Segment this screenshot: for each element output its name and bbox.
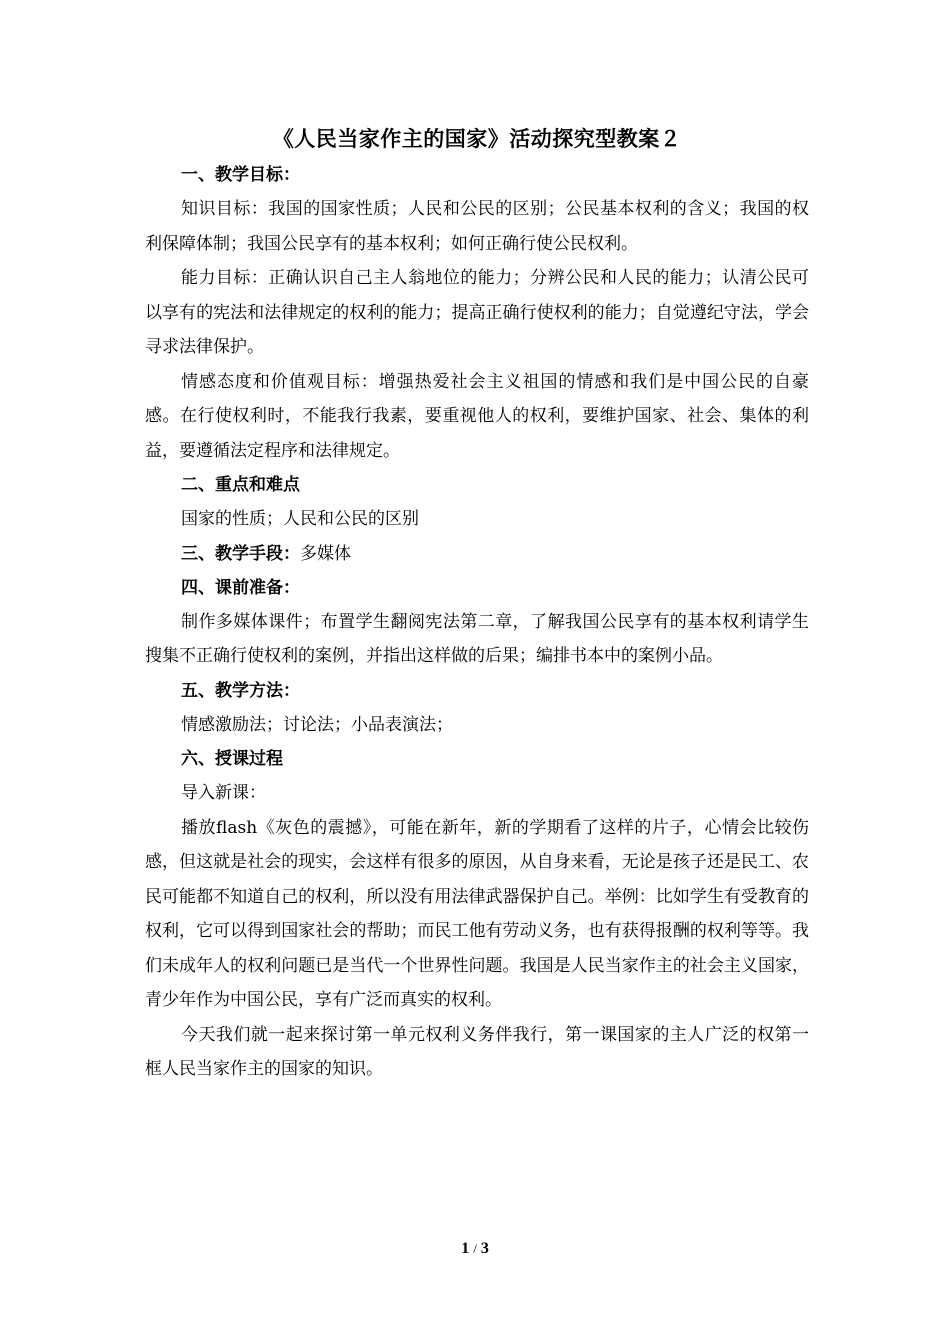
knowledge-goal-paragraph: 知识目标：我国的国家性质；人民和公民的区别；公民基本权利的含义；我国的权利保障体制；我国公民享有的基本权利；如何正确行使公民权利。 [145,199,809,254]
teaching-methods-paragraph: 情感激励法；讨论法；小品表演法； [181,714,453,735]
teaching-means-label: 三、教学手段： [181,543,300,564]
preparation-paragraph: 制作多媒体课件；布置学生翻阅宪法第二章，了解我国公民享有的基本权利请学生搜集不正确行使权利的案例，并指出这样做的后果；编排书本中的案例小品。 [145,611,809,666]
document-page [145,120,809,1087]
total-pages: 3 [480,1240,489,1257]
section-heading-teaching-process: 六、授课过程 [181,749,283,769]
lesson-topic-paragraph: 今天我们就一起来探讨第一单元权利义务伴我行，第一课国家的主人广泛的权第一框人民当家作主的国家的知识。 [145,1024,809,1079]
current-page: 1 [461,1240,470,1257]
lesson-intro-label: 导入新课： [181,783,266,803]
key-points-paragraph: 国家的性质；人民和公民的区别 [181,509,419,529]
page-separator: / [473,1241,477,1256]
page-number [0,1240,950,1258]
emotion-goal-paragraph: 情感态度和价值观目标：增强热爱社会主义祖国的情感和我们是中国公民的自豪感。在行使权利时，不能我行我素，要重视他人的权利，要维护国家、社会、集体的利益，要遵循法定程序和法律规定。 [145,371,809,461]
document-title: 《人民当家作主的国家》活动探究型教案２ [272,126,682,151]
lesson-intro-paragraph: 播放flash《灰色的震撼》，可能在新年，新的学期看了这样的片子，心情会比较伤感，但这就是社会的现实，会这样有很多的原因，从自身来看，无论是孩子还是民工、农民可能都不知道自己的权利，所以没有用法律武器保护自己。举例：比如学生有受教育的权利，它可以得到国家社会的帮助；而民工他有劳动义务，也有获得报酬的权利等等。我们未成年人的权利问题已是当代一个世界性问题。我国是人民当家作主的社会主义国家，青少年作为中国公民，享有广泛而真实的权利。 [145,817,809,1010]
ability-goal-paragraph: 能力目标：正确认识自己主人翁地位的能力；分辨公民和人民的能力；认清公民可以享有的宪法和法律规定的权利的能力；提高正确行使权利的能力；自觉遵纪守法，学会寻求法律保护。 [145,268,809,357]
section-heading-teaching-methods: 五、教学方法： [181,680,300,701]
section-heading-preparation: 四、课前准备： [181,577,300,598]
section-heading-teaching-means [145,537,809,571]
section-heading-key-points: 二、重点和难点 [181,475,300,495]
teaching-means-value: 多媒体 [300,543,351,564]
section-heading-teaching-goals: 一、教学目标： [181,165,300,185]
